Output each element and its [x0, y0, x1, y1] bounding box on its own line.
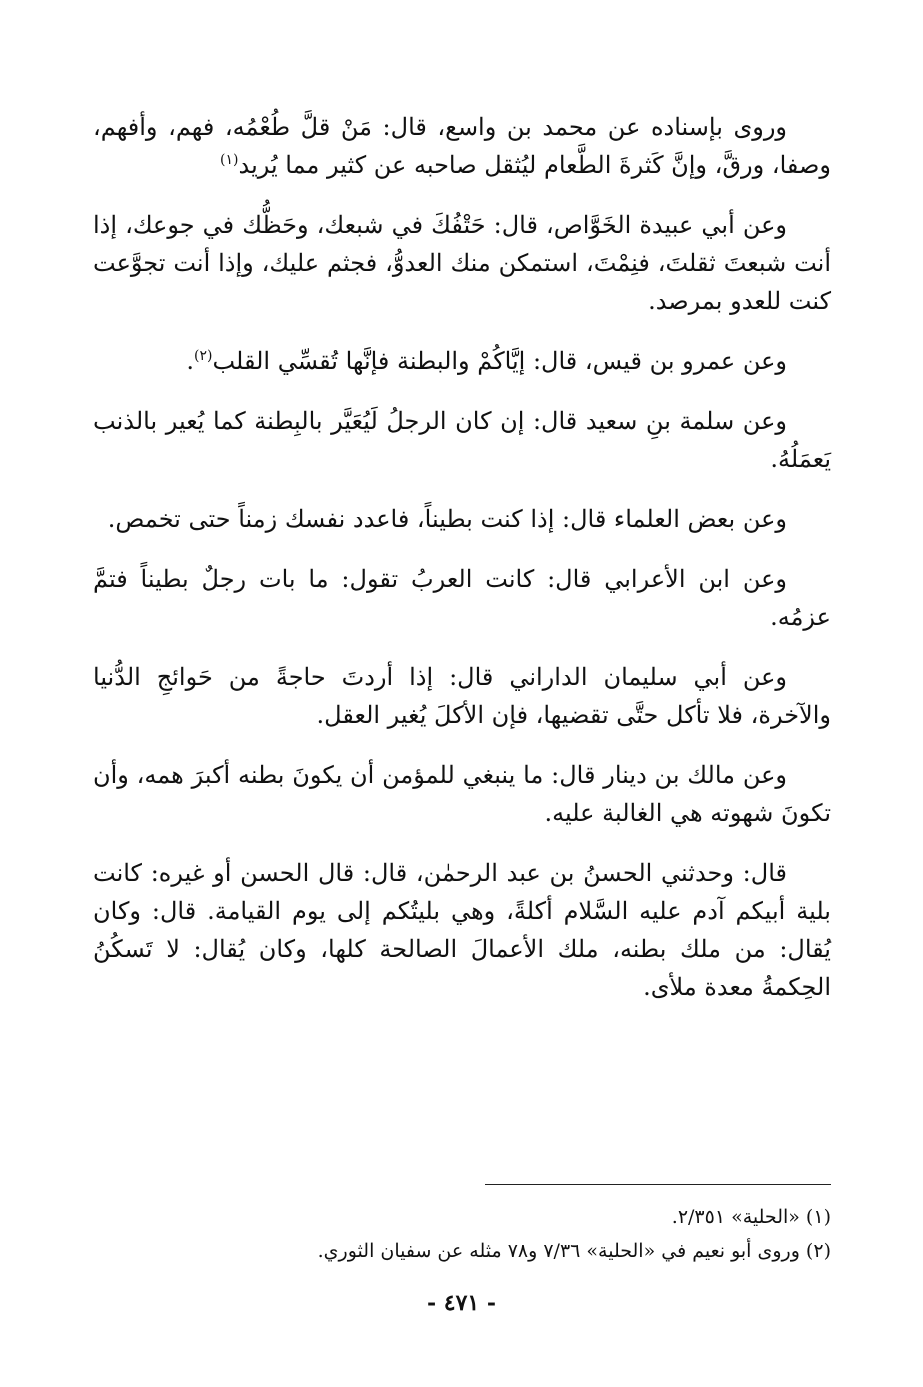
paragraph-5-text: وعن بعض العلماء قال: إذا كنت بطيناً، فاعدد نفسك زمناً حتى تخمص. [107, 505, 787, 533]
paragraph-3-text: وعن عمرو بن قيس، قال: إيَّاكُمْ والبطنة فإنَّها تُقسِّي القلب [212, 347, 787, 375]
paragraph-9 [93, 854, 831, 1006]
footnote-2: (٢) وروى أبو نعيم في «الحلية» ٧/٣٦ و٧٨ مثله عن سفيان الثوري. [317, 1240, 831, 1262]
main-text [93, 108, 831, 1028]
paragraph-9-text: قال: وحدثني الحسنُ بن عبد الرحمٰن، قال: قال الحسن أو غيره: كانت بلية أبيكم آدم عليه السَّلام أكلةً، وهي بليتُكم إلى يوم القيامة. قال: وكان يُقال: من ملك بطنه، ملك الأعمالَ الصالحة كلها، وكان يُقال: لا تَسكُنُ الحِكمةُ معدة ملأى. [93, 859, 831, 1001]
paragraph-3 [93, 342, 831, 380]
paragraph-7-text: وعن أبي سليمان الداراني قال: إذا أردتَ حاجةً من حَوائجِ الدُّنيا والآخرة، فلا تأكل حتَّى تقضيها، فإن الأكلَ يُغير العقل. [93, 663, 831, 729]
paragraph-8 [93, 756, 831, 832]
paragraph-6 [93, 560, 831, 636]
footnotes [93, 1200, 831, 1268]
paragraph-7 [93, 658, 831, 734]
paragraph-2 [93, 206, 831, 320]
footnote-ref-2[interactable]: (٢) [193, 348, 213, 364]
footnote-divider [485, 1184, 831, 1185]
paragraph-4-text: وعن سلمة بنِ سعيد قال: إن كان الرجلُ لَيُعَيَّر بالبِطنة كما يُعير بالذنب يَعمَلُهُ. [93, 407, 831, 473]
paragraph-1-text: وروى بإسناده عن محمد بن واسع، قال: مَنْ قلَّ طُعْمُه، فهم، وأفهم، وصفا، ورقَّ، وإنَّ كَثرةَ الطَّعام ليُثقل صاحبه عن كثير مما يُريد [93, 113, 831, 179]
paragraph-1 [93, 108, 831, 184]
paragraph-5 [93, 500, 831, 538]
paragraph-6-text: وعن ابن الأعرابي قال: كانت العربُ تقول: ما بات رجلٌ بطيناً فتمَّ عزمُه. [93, 565, 831, 631]
footnote-ref-1[interactable]: (١) [220, 152, 239, 168]
paragraph-4 [93, 402, 831, 478]
paragraph-3-tail: . [186, 347, 194, 375]
paragraph-8-text: وعن مالك بن دينار قال: ما ينبغي للمؤمن أن يكونَ بطنه أكبرَ همه، وأن تكونَ شهوته هي الغالبة عليه. [93, 761, 831, 827]
footnote-1: (١) «الحلية» ٢/٣٥١. [671, 1206, 831, 1228]
page-number: - ٤٧١ - [426, 1290, 497, 1316]
paragraph-2-text: وعن أبي عبيدة الخَوَّاص، قال: حَتْفُكَ في شبعك، وحَظُّك في جوعك، إذا أنت شبعتَ ثقلتَ، فنِمْتَ، استمكن منك العدوُّ، فجثم عليك، وإذا أنت تجوَّعت كنت للعدو بمرصد. [93, 211, 831, 315]
